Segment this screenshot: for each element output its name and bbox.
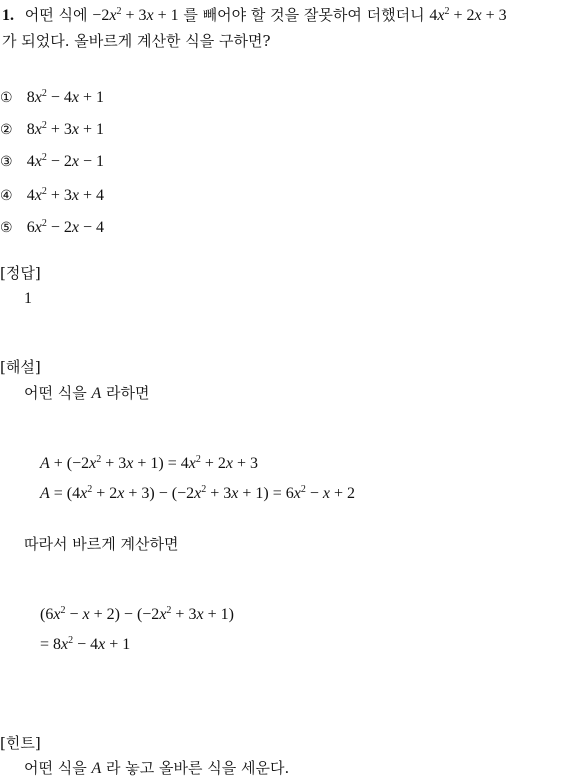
option-marker: ③ xyxy=(0,154,13,170)
option-expr: $6x^2 - 2x - 4$ xyxy=(26,218,105,236)
explanation-calc2: = $8x^2 - 4x + 1$ xyxy=(40,635,131,653)
question-line-1 xyxy=(2,4,507,25)
explanation-label: [해설] xyxy=(0,358,41,376)
option-expr: $4x^2 - 2x - 1$ xyxy=(26,152,105,170)
option-marker: ④ xyxy=(0,188,13,204)
explanation-intro: 어떤 식을 A 라하면 xyxy=(24,384,150,402)
option-expr: $8x^2 - 4x + 1$ xyxy=(26,88,105,106)
option-3[interactable] xyxy=(0,152,104,171)
question-text-middle: 를 빼어야 할 것을 잘못하여 더했더니 xyxy=(183,6,425,24)
answer-value: 1 xyxy=(24,290,32,307)
option-1[interactable] xyxy=(0,88,104,107)
explanation-calc1: $(6x^2 - x + 2) - (-2x^2 + 3x + 1)$ xyxy=(40,605,234,623)
question-expr-result-render: $4x^2 + 2x + 3$ xyxy=(429,6,507,24)
option-marker: ① xyxy=(0,90,13,106)
explanation-eq2: $A = (4x^2 + 2x + 3) - (-2x^2 + 3x + 1) = 6x^2 - x + 2$ xyxy=(40,484,356,502)
question-expr-wrong-render: $-2x^2 + 3x + 1$ xyxy=(92,6,179,24)
hint-text: 어떤 식을 A 라 놓고 올바른 식을 세운다. xyxy=(24,759,290,777)
question-line-2: 가 되었다. 올바르게 계산한 식을 구하면? xyxy=(2,32,271,50)
hint-label: [힌트] xyxy=(0,734,41,752)
option-marker: ② xyxy=(0,122,13,138)
answer-label: [정답] xyxy=(0,264,41,282)
option-expr: $4x^2 + 3x + 4$ xyxy=(26,186,105,204)
question-text-before: 어떤 식에 xyxy=(24,6,88,24)
option-5[interactable] xyxy=(0,218,104,237)
explanation-eq1: $A + (-2x^2 + 3x + 1) = 4x^2 + 2x + 3$ xyxy=(40,454,259,472)
option-4[interactable] xyxy=(0,186,104,205)
option-expr: $8x^2 + 3x + 1$ xyxy=(26,120,105,138)
explanation-middle: 따라서 바르게 계산하면 xyxy=(24,535,179,553)
option-marker: ⑤ xyxy=(0,220,13,236)
option-2[interactable] xyxy=(0,120,104,139)
question-number: 1. xyxy=(2,7,14,24)
